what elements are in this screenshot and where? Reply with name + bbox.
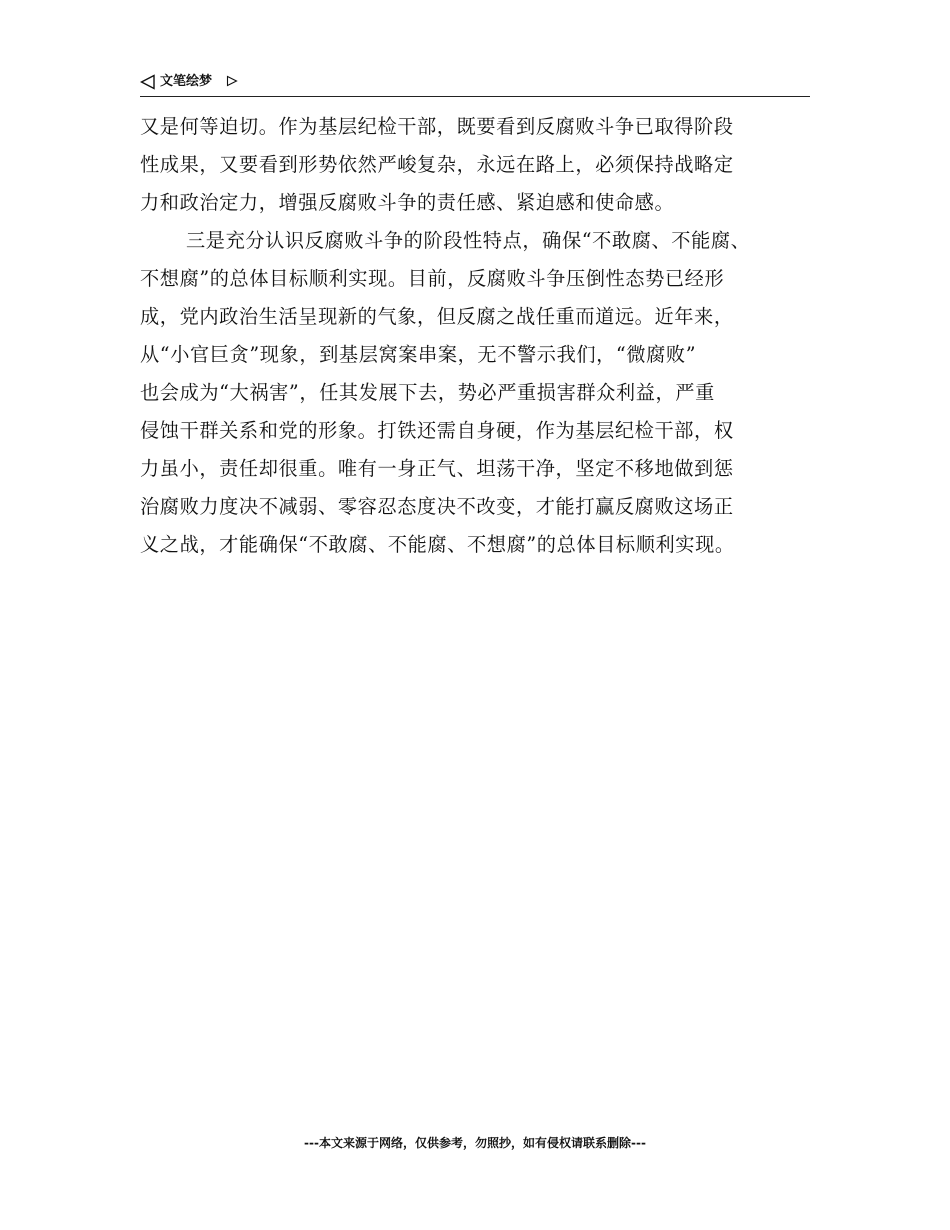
document-body (140, 108, 815, 564)
text-line: 力虽小，责任却很重。唯有一身正气、坦荡干净，坚定不移地做到惩 (140, 457, 734, 480)
text-line: 三是充分认识反腐败斗争的阶段性特点，确保“不敢腐、不能腐、 (186, 229, 751, 252)
text-line: 侵蚀干群关系和党的形象。打铁还需自身硬，作为基层纪检干部，权 (140, 419, 734, 442)
text-line: 从“小官巨贪”现象，到基层窝案串案，无不警示我们，“微腐败” (140, 343, 697, 366)
paragraph (140, 222, 815, 564)
text-line: 不想腐”的总体目标顺利实现。目前，反腐败斗争压倒性态势已经形 (140, 267, 725, 290)
left-triangle-outline-icon (140, 74, 156, 90)
text-line: 性成果，又要看到形势依然严峻复杂，永远在路上，必须保持战略定 (140, 153, 734, 176)
right-triangle-outline-icon (226, 75, 238, 87)
page-footer-disclaimer: ---本文来源于网络，仅供参考，勿照抄，如有侵权请联系删除--- (304, 1136, 646, 1150)
text-line: 义之战，才能确保“不敢腐、不能腐、不想腐”的总体目标顺利实现。 (140, 533, 735, 556)
text-line: 力和政治定力，增强反腐败斗争的责任感、紧迫感和使命感。 (140, 191, 675, 214)
paragraph (140, 108, 815, 222)
text-line: 也会成为“大祸害”，任其发展下去，势必严重损害群众利益，严重 (140, 381, 715, 404)
header-title: 文笔绘梦 (160, 74, 213, 89)
page-header (140, 72, 810, 97)
text-line: 成，党内政治生活呈现新的气象，但反腐之战任重而道远。近年来， (140, 305, 734, 328)
text-line: 治腐败力度决不减弱、零容忍态度决不改变，才能打赢反腐败这场正 (140, 495, 734, 518)
text-line: 又是何等迫切。作为基层纪检干部，既要看到反腐败斗争已取得阶段 (140, 115, 734, 138)
